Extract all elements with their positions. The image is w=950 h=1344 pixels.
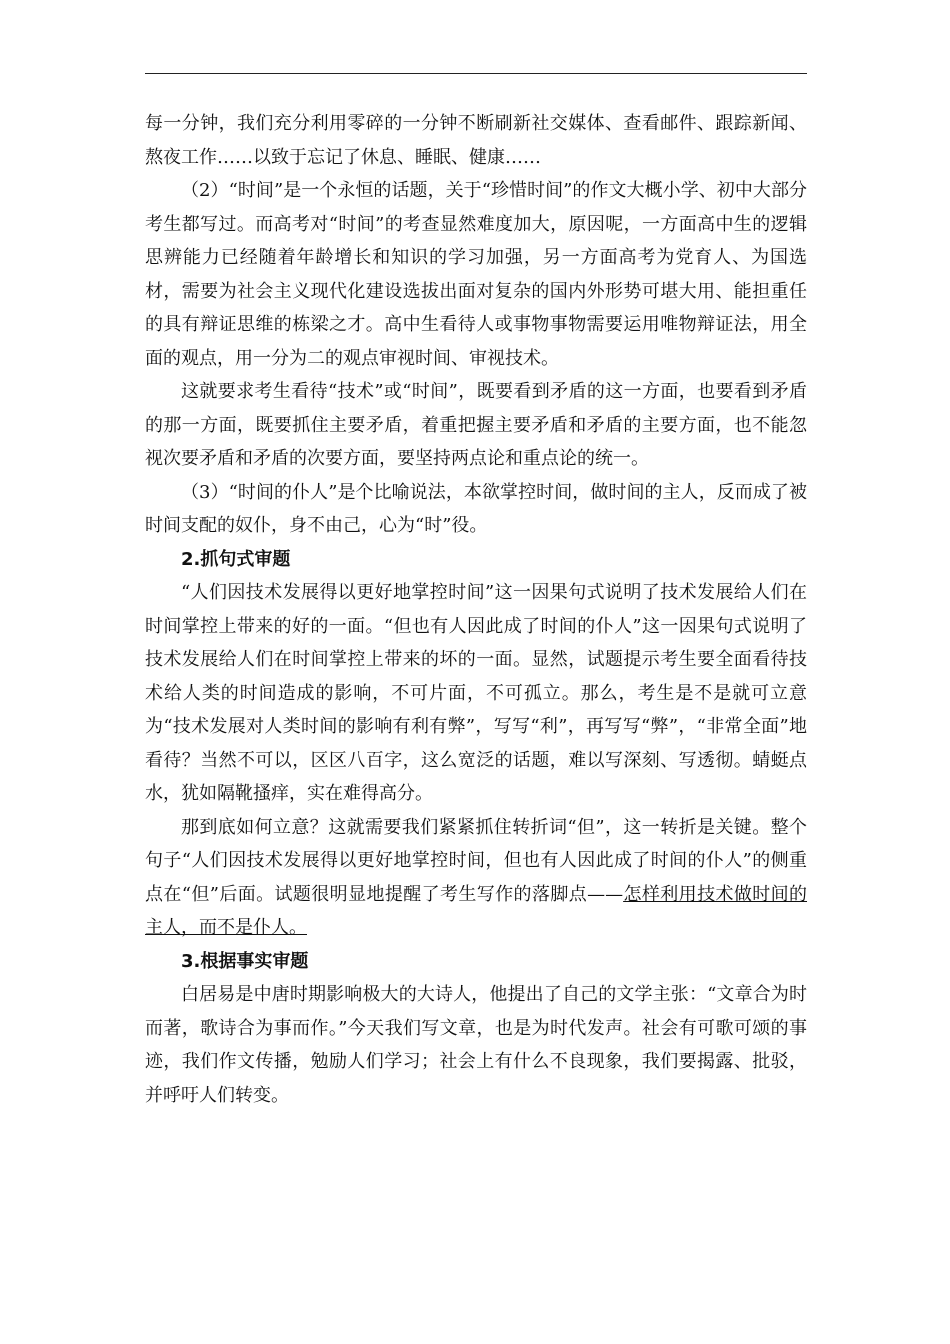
paragraph-key-turn xyxy=(145,811,807,945)
paragraph-key-turn-text: 那到底如何立意？这就需要我们紧紧抓住转折词“但”，这一转折是关键。整个句子“人们因技术发展得以更好地掌控时间，但也有人因此成了时间的仆人”的侧重点在“但”后面。试题很明显地提醒了考生写作的落脚点—— xyxy=(145,816,807,905)
paragraph-dialectics: 这就要求考生看待“技术”或“时间”，既要看到矛盾的这一方面，也要看到矛盾的那一方面，既要抓住主要矛盾，着重把握主要矛盾和矛盾的主要方面，也不能忽视次要矛盾和矛盾的次要方面，要坚持两点论和重点论的统一。 xyxy=(145,381,807,469)
document-body xyxy=(145,107,807,1112)
underlined-thesis: 怎样利用技术做时间的主人，而不是仆人。 xyxy=(145,883,808,938)
paragraph-bai-juyi: 白居易是中唐时期影响极大的大诗人，他提出了自己的文学主张：“文章合为时而著，歌诗合为事而作。”今天我们写文章，也是为时代发声。社会有可歌可颂的事迹，我们作文传播，勉励人们学习；社会上有什么不良现象，我们要揭露、批驳，并呼吁人们转变。 xyxy=(145,984,807,1106)
paragraph-sentence-analysis: “人们因技术发展得以更好地掌控时间”这一因果句式说明了技术发展给人们在时间掌控上带来的好的一面。“但也有人因此成了时间的仆人”这一因果句式说明了技术发展给人们在时间掌控上带来的坏的一面。显然，试题提示考生要全面看待技术给人类的时间造成的影响，不可片面，不可孤立。那么，考生是不是就可立意为“技术发展对人类时间的影响有利有弊”，写写“利”，再写写“弊”，“非常全面”地看待？当然不可以，区区八百字，这么宽泛的话题，难以写深刻、写透彻。蜻蜓点水，犹如隔靴搔痒，实在难得高分。 xyxy=(145,582,807,804)
paragraph-intro-continued: 每一分钟，我们充分利用零碎的一分钟不断刷新社交媒体、查看邮件、跟踪新闻、熬夜工作……以致于忘记了休息、睡眠、健康…… xyxy=(145,113,807,168)
paragraph-point-3: （3）“时间的仆人”是个比喻说法，本欲掌控时间，做时间的主人，反而成了被时间支配的奴仆，身不由己，心为“时”役。 xyxy=(145,481,807,536)
header-rule xyxy=(145,73,807,74)
section-heading-2: 2.抓句式审题 xyxy=(181,548,291,570)
paragraph-point-2: （2）“时间”是一个永恒的话题，关于“珍惜时间”的作文大概小学、初中大部分考生都写过。而高考对“时间”的考查显然难度加大，原因呢，一方面高中生的逻辑思辨能力已经随着年龄增长和知识的学习加强，另一方面高考为党育人、为国选材，需要为社会主义现代化建设选拔出面对复杂的国内外形势可堪大用、能担重任的具有辩证思维的栋梁之才。高中生看待人或事物事物需要运用唯物辩证法，用全面的观点，用一分为二的观点审视时间、审视技术。 xyxy=(145,180,807,369)
section-heading-3: 3.根据事实审题 xyxy=(181,950,309,972)
